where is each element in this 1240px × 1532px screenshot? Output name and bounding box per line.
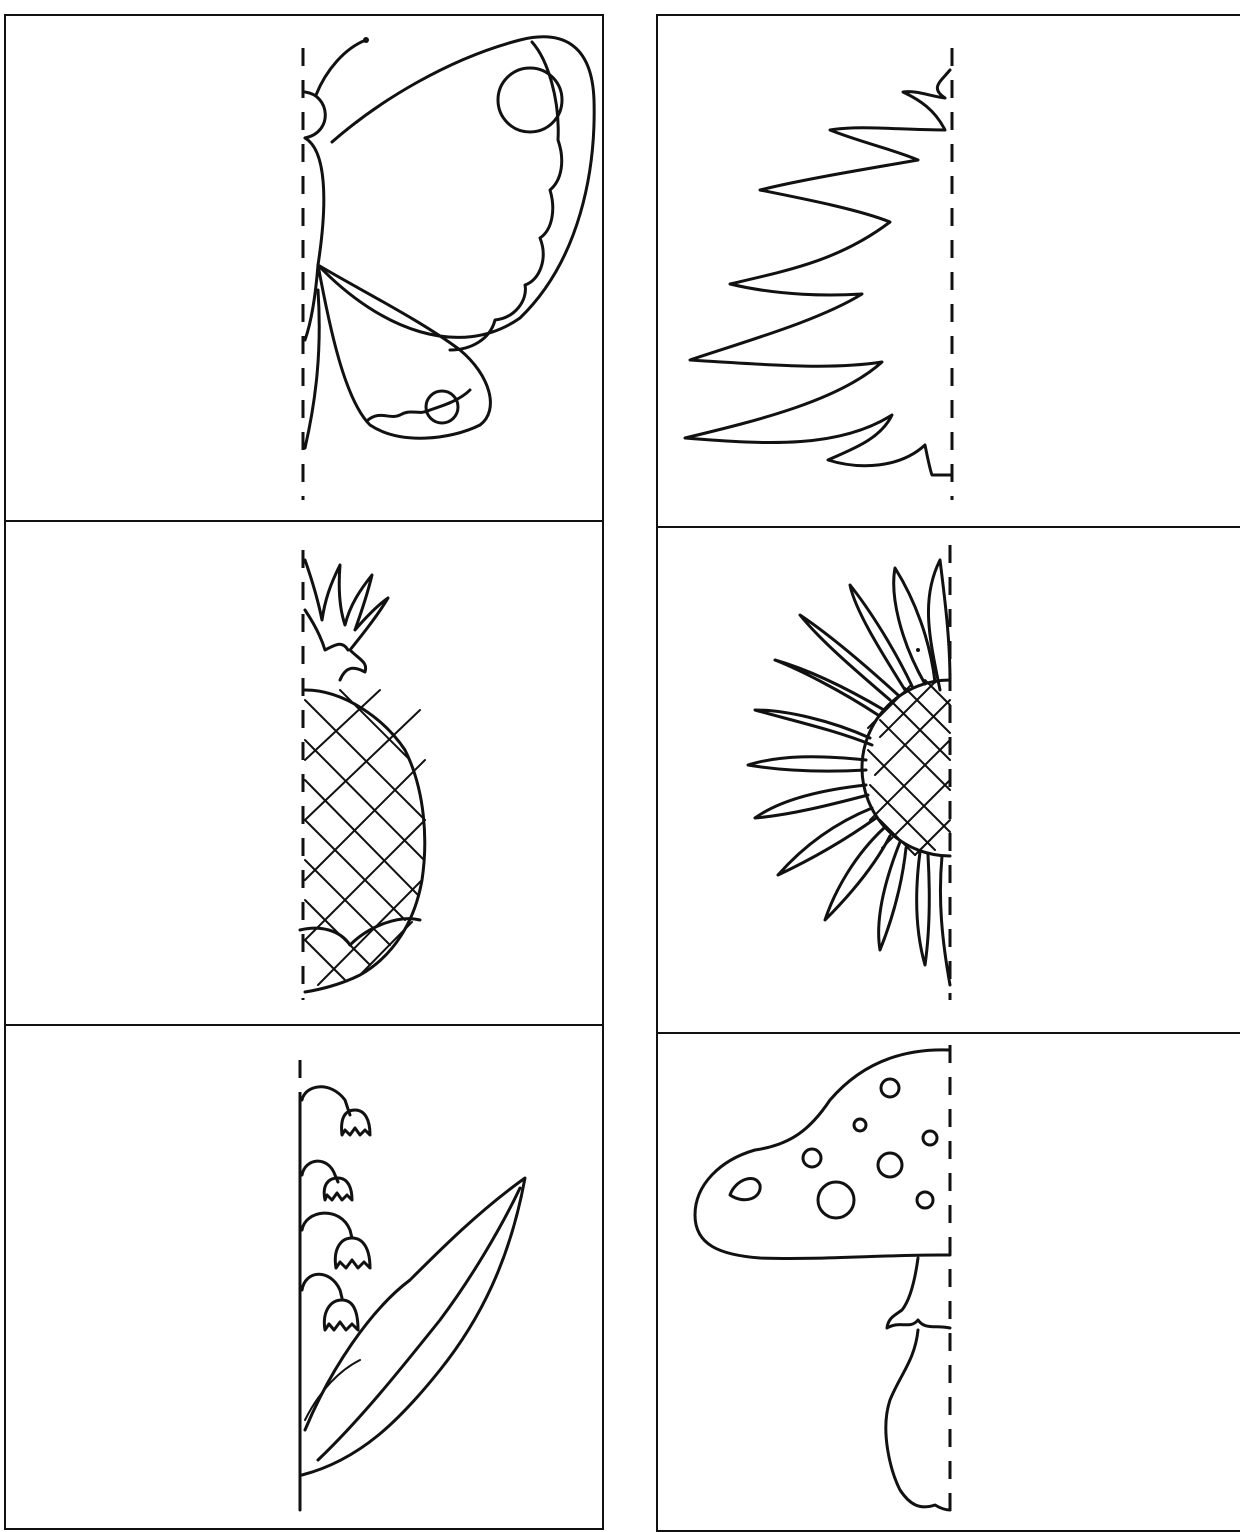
pineapple-half-icon [300, 550, 425, 1000]
lily-of-the-valley-half-icon [300, 1060, 525, 1510]
mushroom-half-icon [695, 1045, 950, 1525]
butterfly-half-icon [303, 37, 594, 500]
fir-tree-half-icon [685, 48, 952, 500]
sunflower-half-icon [748, 545, 950, 1000]
